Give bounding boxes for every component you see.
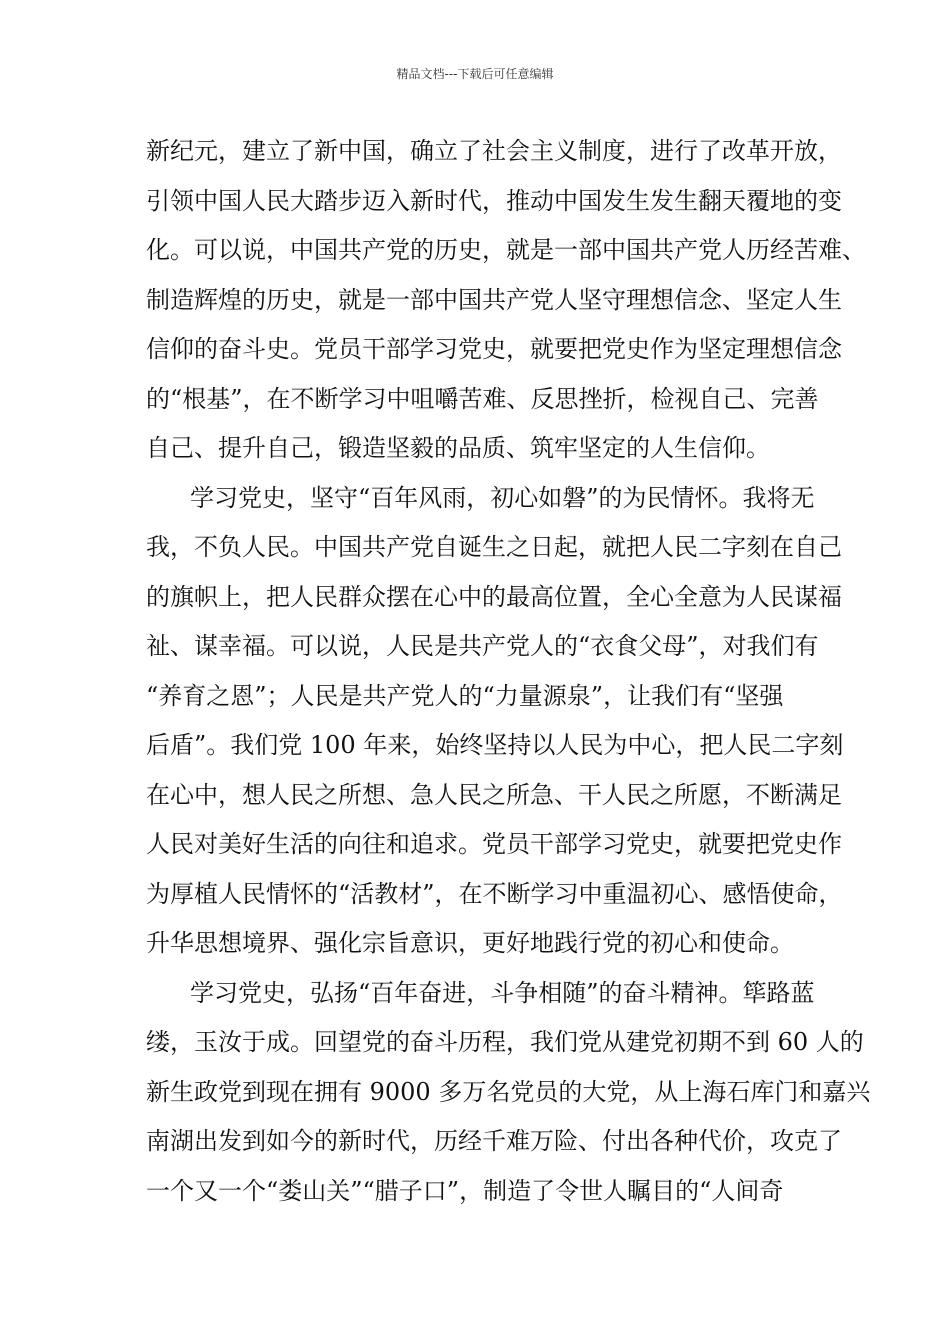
text-line: 缕，玉汝于成。回望党的奋斗历程，我们党从建党初期不到 60 人的 bbox=[146, 1028, 864, 1056]
text-line: 自己、提升自己，锻造坚毅的品质、筑牢坚定的人生信仰。 bbox=[146, 434, 770, 462]
text-line: 为厚植人民情怀的“活教材”，在不断学习中重温初心、感悟使命， bbox=[146, 879, 843, 908]
text-line: 在心中，想人民之所想、急人民之所急、干人民之所愿，不断满足 bbox=[146, 780, 842, 809]
text-line: 的旗帜上，把人民群众摆在心中的最高位置，全心全意为人民谋福 bbox=[146, 582, 842, 611]
text-line: 制造辉煌的历史，就是一部中国共产党人坚守理想信念、坚定人生 bbox=[146, 285, 842, 314]
text-line: 南湖出发到如今的新时代，历经千难万险、付出各种代价，攻克了 bbox=[146, 1127, 842, 1155]
text-line: 人民对美好生活的向往和追求。党员干部学习党史，就要把党史作 bbox=[146, 830, 842, 858]
page-header: 精品文档---下载后可任意编辑 bbox=[396, 67, 554, 81]
text-line: 引领中国人民大踏步迈入新时代，推动中国发生发生翻天覆地的变 bbox=[146, 186, 842, 215]
text-line: 新生政党到现在拥有 9000 多万名党员的大党，从上海石库门和嘉兴 bbox=[146, 1077, 871, 1106]
text-line: 后盾”。我们党 100 年来，始终坚持以人民为中心，把人民二字刻 bbox=[146, 731, 844, 759]
text-line: 新纪元，建立了新中国，确立了社会主义制度，进行了改革开放， bbox=[146, 137, 842, 165]
text-line: 的“根基”，在不断学习中咀嚼苦难、反思挫折，检视自己、完善 bbox=[146, 384, 819, 413]
text-line: 一个又一个“娄山关”“腊子口”，制造了令世人瞩目的“人间奇 bbox=[146, 1176, 784, 1205]
text-line: “养育之恩”；人民是共产党人的“力量源泉”，让我们有“坚强 bbox=[146, 681, 784, 710]
text-line: 信仰的奋斗史。党员干部学习党史，就要把党史作为坚定理想信念 bbox=[146, 335, 842, 363]
text-line: 化。可以说，中国共产党的历史，就是一部中国共产党人历经苦难、 bbox=[146, 236, 866, 264]
text-line: 学习党史，弘扬“百年奋进，斗争相随”的奋斗精神。筚路蓝 bbox=[190, 978, 815, 1007]
text-line: 学习党史，坚守“百年风雨，初心如磐”的为民情怀。我将无 bbox=[190, 483, 815, 512]
body-text bbox=[146, 131, 871, 1220]
text-line: 升华思想境界、强化宗旨意识，更好地践行党的初心和使命。 bbox=[146, 929, 794, 957]
text-line: 祉、谋幸福。可以说，人民是共产党人的“衣食父母”，对我们有 bbox=[146, 632, 819, 660]
text-line: 我，不负人民。中国共产党自诞生之日起，就把人民二字刻在自己 bbox=[146, 533, 842, 561]
